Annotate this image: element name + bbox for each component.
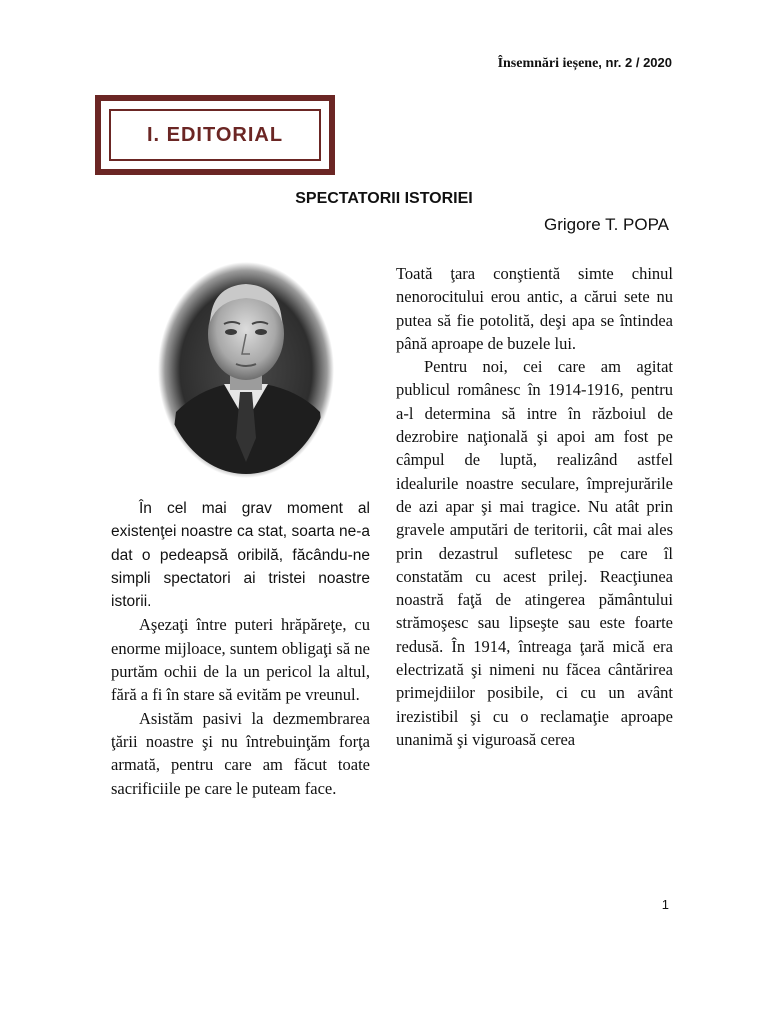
section-label: I. EDITORIAL	[146, 123, 284, 146]
paragraph: În cel mai grav moment al existenţei noastre ca stat, soarta ne-a dat o pedeapsă oribilă, făcându-ne simpli spectatori ai tristei noastre istorii.	[111, 500, 370, 611]
article-title: SPECTATORII ISTORIEI	[295, 190, 473, 207]
issue-number: , nr. 2 / 2020	[598, 55, 672, 70]
left-column	[111, 497, 370, 800]
section-box-inner	[109, 109, 321, 161]
article-author: Grigore T. POPA	[543, 215, 669, 234]
section-box	[95, 95, 335, 175]
journal-header	[498, 55, 672, 72]
right-column	[396, 262, 673, 751]
page-number: 1	[661, 897, 669, 912]
paragraph: Pentru noi, cei care am agitat publicul românesc în 1914-1916, pentru a-l determina să intre în războiul de dezrobire naţională şi apoi am fost pe câmpul de luptă, realizând astfel idealurile noastre seculare, împrejurările de azi apar şi mai tragice. Nu atât prin gravele amputări de teritorii, cât mai ales prin dezastrul sufletesc pe care îl constatăm cu acest prilej. Reacţiunea noastră faţă de atingerea pământului strămoşesc sau lipseşte sau este foarte redusă. În 1914, întreaga ţară mică era electrizată şi nimeni nu făcea cântărirea primejdiilor posibile, ci cu un avânt irezistibil şi cu o reclamaţie aproape unanimă şi viguroasă cerea	[396, 357, 673, 749]
paragraph: Asistăm pasivi la dezmembrarea ţării noastre şi nu întrebuinţăm forţa armată, pentru care am făcut toate sacrificiile pe care le puteam face.	[111, 708, 370, 798]
paragraph: Toată ţara conştientă simte chinul nenorocitului erou antic, a cărui sete nu putea să fie potolită, deşi apa se întindea până aproape de buzele lui.	[396, 264, 673, 353]
paragraph: Aşezaţi între puteri hrăpăreţe, cu enorme mijloace, suntem obligaţi să ne purtăm ochii de la un pericol la altul, fără a fi în stare să evităm pe vreunul.	[111, 615, 370, 705]
author-portrait	[158, 262, 334, 478]
journal-name: Însemnări ieșene	[497, 56, 599, 71]
